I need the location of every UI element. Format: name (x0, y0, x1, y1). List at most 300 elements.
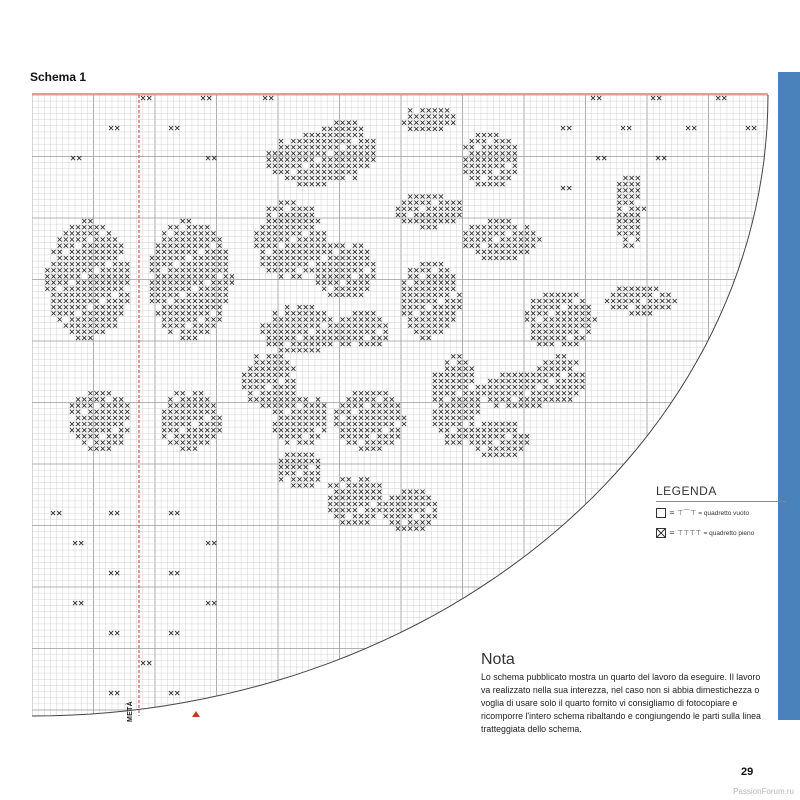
filled-square-mark (175, 126, 179, 130)
filled-square-mark (168, 440, 172, 444)
filled-square-mark (291, 164, 295, 168)
filled-square-mark (174, 268, 178, 272)
filled-square-mark (562, 367, 566, 371)
filled-square-mark (316, 459, 320, 463)
filled-square-mark (279, 336, 283, 340)
filled-square-mark (365, 483, 369, 487)
filled-square-mark (113, 440, 117, 444)
filled-square-mark (76, 262, 80, 266)
filled-square-mark (297, 465, 301, 469)
filled-square-mark (568, 385, 572, 389)
filled-square-mark (617, 188, 621, 192)
filled-square-mark (82, 440, 86, 444)
filled-square-mark (384, 404, 388, 408)
filled-square-mark (494, 182, 498, 186)
filled-square-mark (95, 256, 99, 260)
filled-square-mark (70, 404, 74, 408)
filled-square-mark (297, 453, 301, 457)
filled-square-mark (550, 324, 554, 328)
filled-square-mark (82, 281, 86, 285)
filled-square-mark (76, 281, 80, 285)
filled-square-mark (384, 330, 388, 334)
filled-square-mark (636, 219, 640, 223)
filled-square-mark (168, 317, 172, 321)
filled-square-mark (279, 237, 283, 241)
filled-square-mark (531, 231, 535, 235)
filled-square-mark (88, 317, 92, 321)
filled-square-mark (341, 133, 345, 137)
filled-square-mark (316, 465, 320, 469)
filled-square-mark (279, 274, 283, 278)
filled-square-mark (494, 225, 498, 229)
filled-square-mark (574, 305, 578, 309)
filled-square-mark (168, 293, 172, 297)
filled-square-mark (580, 385, 584, 389)
filled-square-mark (353, 244, 357, 248)
filled-square-mark (377, 422, 381, 426)
filled-square-mark (291, 324, 295, 328)
filled-square-mark (396, 404, 400, 408)
filled-square-mark (95, 410, 99, 414)
filled-square-mark (328, 244, 332, 248)
filled-square-mark (359, 151, 363, 155)
filled-square-mark (316, 342, 320, 346)
filled-square-mark (285, 231, 289, 235)
filled-square-mark (396, 496, 400, 500)
filled-square-mark (316, 133, 320, 137)
filled-square-mark (347, 170, 351, 174)
filled-square-mark (211, 305, 215, 309)
filled-square-mark (64, 281, 68, 285)
filled-square-mark (150, 268, 154, 272)
filled-square-mark (402, 508, 406, 512)
filled-square-mark (291, 262, 295, 266)
filled-square-mark (187, 299, 191, 303)
filled-square-mark (285, 164, 289, 168)
filled-square-mark (316, 404, 320, 408)
filled-square-mark (193, 440, 197, 444)
filled-square-mark (556, 391, 560, 395)
filled-square-mark (199, 428, 203, 432)
filled-square-mark (181, 422, 185, 426)
filled-square-mark (304, 440, 308, 444)
filled-square-mark (261, 360, 265, 364)
filled-square-mark (500, 176, 504, 180)
filled-square-mark (420, 213, 424, 217)
filled-square-mark (402, 305, 406, 309)
filled-square-mark (273, 250, 277, 254)
filled-square-mark (76, 231, 80, 235)
filled-square-mark (414, 121, 418, 125)
filled-square-mark (500, 428, 504, 432)
filled-square-mark (359, 490, 363, 494)
filled-square-mark (427, 274, 431, 278)
filled-square-mark (482, 139, 486, 143)
filled-square-mark (334, 244, 338, 248)
filled-square-mark (205, 330, 209, 334)
filled-square-mark (402, 416, 406, 420)
filled-square-mark (193, 250, 197, 254)
filled-square-mark (513, 447, 517, 451)
filled-square-mark (224, 262, 228, 266)
filled-square-mark (359, 244, 363, 248)
filled-square-mark (82, 244, 86, 248)
filled-square-mark (316, 250, 320, 254)
filled-square-mark (371, 428, 375, 432)
filled-square-mark (156, 274, 160, 278)
filled-square-mark (168, 416, 172, 420)
filled-square-mark (507, 225, 511, 229)
filled-square-mark (568, 367, 572, 371)
filled-square-mark (285, 397, 289, 401)
filled-square-mark (334, 256, 338, 260)
filled-square-mark (328, 274, 332, 278)
filled-square-mark (531, 379, 535, 383)
filled-square-mark (445, 379, 449, 383)
filled-square-mark (58, 268, 62, 272)
filled-square-mark (273, 354, 277, 358)
filled-square-mark (537, 299, 541, 303)
filled-square-mark (494, 434, 498, 438)
filled-square-mark (162, 422, 166, 426)
filled-square-mark (168, 262, 172, 266)
filled-square-mark (531, 391, 535, 395)
filled-square-mark (334, 287, 338, 291)
filled-square-mark (550, 391, 554, 395)
filled-square-mark (488, 391, 492, 395)
filled-square-mark (353, 422, 357, 426)
filled-square-mark (537, 391, 541, 395)
filled-square-mark (371, 139, 375, 143)
filled-square-mark (273, 268, 277, 272)
filled-square-mark (377, 508, 381, 512)
filled-square-mark (297, 311, 301, 315)
filled-square-mark (562, 391, 566, 395)
filled-square-mark (310, 182, 314, 186)
filled-square-mark (457, 201, 461, 205)
filled-square-mark (623, 201, 627, 205)
filled-square-mark (494, 250, 498, 254)
filled-square-mark (174, 299, 178, 303)
filled-square-mark (291, 268, 295, 272)
filled-square-mark (162, 250, 166, 254)
filled-square-mark (279, 268, 283, 272)
filled-square-mark (76, 422, 80, 426)
filled-square-mark (371, 496, 375, 500)
filled-square-mark (310, 317, 314, 321)
filled-square-mark (433, 287, 437, 291)
filled-square-mark (353, 434, 357, 438)
filled-square-mark (371, 262, 375, 266)
filled-square-mark (359, 410, 363, 414)
filled-square-mark (580, 324, 584, 328)
filled-square-mark (371, 447, 375, 451)
filled-square-mark (168, 422, 172, 426)
filled-square-mark (310, 170, 314, 174)
filled-square-mark (617, 201, 621, 205)
filled-square-mark (630, 213, 634, 217)
filled-square-mark (224, 299, 228, 303)
filled-square-mark (365, 434, 369, 438)
filled-square-mark (205, 317, 209, 321)
filled-square-mark (482, 158, 486, 162)
filled-square-mark (433, 379, 437, 383)
filled-square-mark (310, 158, 314, 162)
filled-square-mark (273, 151, 277, 155)
filled-square-mark (525, 397, 529, 401)
filled-square-mark (353, 416, 357, 420)
filled-square-mark (482, 391, 486, 395)
filled-square-mark (113, 244, 117, 248)
filled-square-mark (285, 379, 289, 383)
filled-square-mark (414, 213, 418, 217)
filled-square-mark (212, 541, 216, 545)
filled-square-mark (574, 373, 578, 377)
filled-square-mark (285, 373, 289, 377)
filled-square-mark (224, 268, 228, 272)
filled-square-mark (267, 256, 271, 260)
filled-square-mark (365, 428, 369, 432)
filled-square-mark (310, 324, 314, 328)
filled-square-mark (334, 330, 338, 334)
filled-square-mark (341, 127, 345, 131)
filled-square-mark (224, 287, 228, 291)
filled-square-mark (439, 428, 443, 432)
filled-square-mark (617, 207, 621, 211)
filled-square-mark (630, 219, 634, 223)
filled-square-mark (531, 237, 535, 241)
filled-square-mark (513, 391, 517, 395)
filled-square-mark (359, 422, 363, 426)
filled-square-mark (328, 496, 332, 500)
filled-square-mark (113, 256, 117, 260)
filled-square-mark (420, 219, 424, 223)
filled-square-mark (95, 434, 99, 438)
filled-square-mark (193, 410, 197, 414)
filled-square-mark (101, 404, 105, 408)
filled-square-mark (451, 397, 455, 401)
filled-square-mark (193, 397, 197, 401)
filled-square-mark (285, 404, 289, 408)
filled-square-mark (70, 299, 74, 303)
filled-square-mark (365, 262, 369, 266)
filled-square-mark (101, 397, 105, 401)
filled-square-mark (341, 317, 345, 321)
filled-square-mark (269, 96, 273, 100)
filled-square-mark (304, 311, 308, 315)
filled-square-mark (199, 422, 203, 426)
filled-square-mark (507, 139, 511, 143)
filled-square-mark (636, 237, 640, 241)
filled-square-mark (334, 496, 338, 500)
filled-square-mark (168, 225, 172, 229)
filled-square-mark (322, 281, 326, 285)
filled-square-mark (408, 317, 412, 321)
filled-square-mark (95, 287, 99, 291)
filled-square-mark (174, 237, 178, 241)
filled-square-mark (556, 324, 560, 328)
filled-square-mark (297, 176, 301, 180)
filled-square-mark (427, 207, 431, 211)
filled-square-mark (248, 391, 252, 395)
filled-square-mark (494, 391, 498, 395)
filled-square-mark (347, 502, 351, 506)
filled-square-mark (630, 182, 634, 186)
filled-square-mark (519, 434, 523, 438)
filled-square-mark (482, 440, 486, 444)
filled-square-mark (230, 281, 234, 285)
filled-square-mark (347, 158, 351, 162)
filled-square-mark (322, 176, 326, 180)
filled-square-mark (636, 225, 640, 229)
filled-square-mark (341, 256, 345, 260)
filled-square-mark (101, 268, 105, 272)
filled-square-mark (273, 164, 277, 168)
filled-square-mark (322, 428, 326, 432)
filled-square-mark (347, 145, 351, 149)
filled-square-mark (384, 416, 388, 420)
filled-square-mark (310, 434, 314, 438)
filled-square-mark (630, 201, 634, 205)
filled-square-mark (113, 416, 117, 420)
filled-square-mark (199, 262, 203, 266)
filled-square-mark (365, 440, 369, 444)
filled-square-mark (316, 477, 320, 481)
filled-square-mark (322, 250, 326, 254)
filled-square-mark (341, 508, 345, 512)
filled-square-mark (476, 440, 480, 444)
filled-square-mark (341, 274, 345, 278)
filled-square-mark (107, 244, 111, 248)
filled-square-mark (113, 274, 117, 278)
filled-square-mark (433, 317, 437, 321)
filled-square-mark (420, 194, 424, 198)
filled-square-mark (359, 324, 363, 328)
filled-square-mark (88, 422, 92, 426)
filled-square-mark (341, 404, 345, 408)
filled-square-mark (500, 385, 504, 389)
filled-square-mark (76, 434, 80, 438)
filled-square-mark (550, 317, 554, 321)
filled-square-mark (125, 410, 129, 414)
filled-square-mark (297, 434, 301, 438)
filled-square-mark (291, 317, 295, 321)
filled-square-mark (507, 151, 511, 155)
filled-square-mark (433, 281, 437, 285)
filled-square-mark (285, 311, 289, 315)
filled-square-mark (211, 293, 215, 297)
filled-square-mark (494, 422, 498, 426)
filled-square-mark (482, 250, 486, 254)
filled-square-mark (205, 244, 209, 248)
filled-square-mark (371, 151, 375, 155)
filled-square-mark (531, 324, 535, 328)
filled-square-mark (408, 194, 412, 198)
filled-square-mark (347, 293, 351, 297)
filled-square-mark (408, 268, 412, 272)
filled-square-mark (365, 410, 369, 414)
filled-square-mark (211, 324, 215, 328)
filled-square-mark (267, 237, 271, 241)
filled-square-mark (488, 385, 492, 389)
filled-square-mark (113, 237, 117, 241)
filled-square-mark (660, 299, 664, 303)
filled-square-mark (494, 385, 498, 389)
filled-square-mark (365, 496, 369, 500)
filled-square-mark (174, 256, 178, 260)
filled-square-mark (113, 305, 117, 309)
filled-square-mark (500, 250, 504, 254)
filled-square-mark (427, 311, 431, 315)
filled-square-mark (82, 287, 86, 291)
filled-square-mark (88, 219, 92, 223)
filled-square-mark (76, 317, 80, 321)
filled-square-mark (347, 336, 351, 340)
filled-square-mark (550, 336, 554, 340)
filled-square-mark (70, 324, 74, 328)
filled-square-mark (433, 410, 437, 414)
filled-square-mark (408, 502, 412, 506)
filled-square-mark (482, 453, 486, 457)
filled-square-mark (107, 422, 111, 426)
filled-square-mark (642, 293, 646, 297)
filled-square-mark (328, 176, 332, 180)
filled-square-mark (420, 520, 424, 524)
filled-square-mark (353, 324, 357, 328)
filled-square-mark (359, 281, 363, 285)
filled-square-mark (304, 225, 308, 229)
filled-square-mark (470, 391, 474, 395)
filled-square-mark (482, 434, 486, 438)
filled-square-mark (433, 114, 437, 118)
filled-square-mark (334, 151, 338, 155)
filled-square-mark (402, 514, 406, 518)
filled-square-mark (494, 176, 498, 180)
filled-square-mark (513, 422, 517, 426)
filled-square-mark (531, 317, 535, 321)
filled-square-mark (420, 121, 424, 125)
filled-square-mark (181, 434, 185, 438)
filled-square-mark (273, 237, 277, 241)
filled-square-mark (574, 324, 578, 328)
filled-square-mark (199, 256, 203, 260)
filled-square-mark (390, 404, 394, 408)
filled-square-mark (322, 311, 326, 315)
filled-square-mark (273, 342, 277, 346)
filled-square-mark (476, 164, 480, 168)
filled-square-mark (322, 336, 326, 340)
filled-square-mark (119, 268, 123, 272)
filled-square-mark (248, 373, 252, 377)
filled-square-mark (297, 305, 301, 309)
filled-square-mark (457, 428, 461, 432)
filled-square-mark (267, 360, 271, 364)
filled-square-mark (328, 281, 332, 285)
filled-square-mark (636, 213, 640, 217)
filled-square-mark (556, 317, 560, 321)
filled-square-mark (433, 311, 437, 315)
filled-square-mark (550, 397, 554, 401)
filled-square-mark (587, 311, 591, 315)
filled-square-mark (341, 342, 345, 346)
filled-square-mark (537, 367, 541, 371)
filled-square-mark (328, 127, 332, 131)
filled-square-mark (617, 194, 621, 198)
filled-square-mark (82, 434, 86, 438)
filled-square-mark (187, 434, 191, 438)
filled-square-mark (433, 391, 437, 395)
filled-square-mark (482, 182, 486, 186)
